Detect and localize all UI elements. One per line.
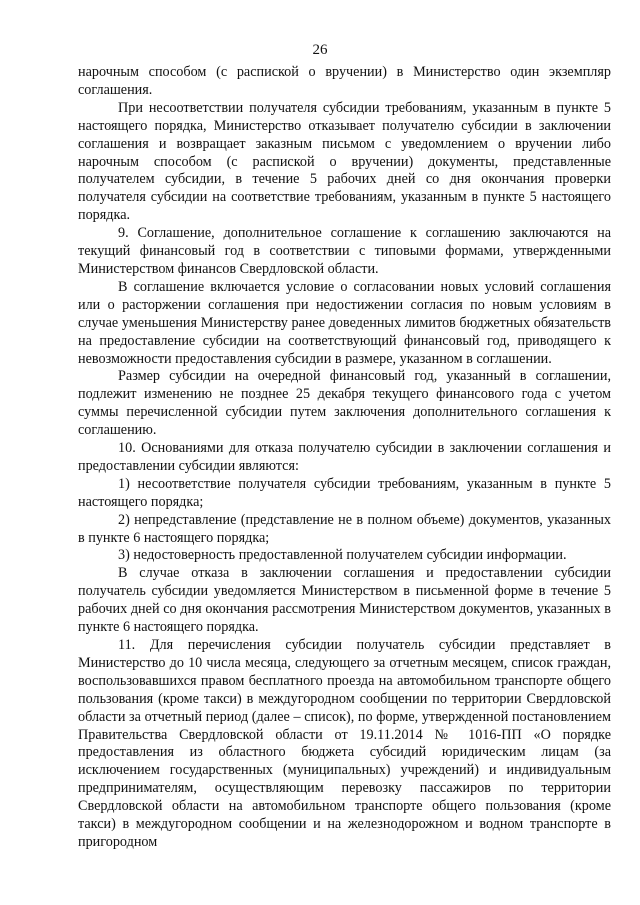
paragraph: нарочным способом (с распиской о вручении) в Министерство один экземпляр соглашения. [78,64,611,98]
paragraph: 2) непредставление (представление не в полном объеме) документов, указанных в пункте 6 настоящего порядка; [78,511,611,546]
document-body [78,64,611,852]
page-number: 26 [312,42,328,58]
paragraph: При несоответствии получателя субсидии требованиям, указанным в пункте 5 настоящего порядка, Министерство отказывает получателю субсидии в заключении соглашения и возвращает заказным письмом с уведомлением о вручении либо нарочным способом (с распиской о вручении) документы, представленные получателем субсидии, в течение 5 рабочих дней со дня окончания проверки получателя субсидии на соответствие требованиям, указанным в пункте 5 настоящего порядка. [78,99,611,224]
paragraph: 9. Соглашение, дополнительное соглашение к соглашению заключаются на текущий финансовый год в соответствии с типовыми формами, утвержденными Министерством финансов Свердловской области. [78,225,611,277]
paragraph: Размер субсидии на очередной финансовый год, указанный в соглашении, подлежит изменению не позднее 25 декабря текущего финансового года с учетом суммы перечисленной субсидии путем заключения дополнительного соглашения к соглашению. [78,368,611,439]
paragraph: 10. Основаниями для отказа получателю субсидии в заключении соглашения и предоставлении субсидии являются: [78,440,611,474]
paragraph: В случае отказа в заключении соглашения и предоставлении субсидии получатель субсидии уведомляется Министерством в письменной форме в течение 5 рабочих дней со дня окончания рассмотрения Министерством документов, указанных в пункте 6 настоящего порядка. [78,565,611,636]
paragraph: 1) несоответствие получателя субсидии требованиям, указанным в пункте 5 настоящего порядка; [78,475,611,510]
paragraph: 11. Для перечисления субсидии получатель субсидии представляет в Министерство до 10 числа месяца, следующего за отчетным месяцем, список граждан, воспользовавшихся правом бесплатного проезда на автомобильном транспорте общего пользования (кроме такси) в междугородном сообщении по территории Свердловской области за отчетный период (далее – список), по форме, утвержденной постановлением Правительства Свердловской области от 19.11.2014 № 1016-ПП «О порядке предоставления из областного бюджета субсидий юридическим лицам (за исключением государственных (муниципальных) учреждений) и индивидуальным предпринимателям, осуществляющим перевозку пассажиров по территории Свердловской области на автомобильном транспорте общего пользования (кроме такси) в междугородном сообщении и на железнодорожном и водном транспорте в пригородном [78,637,611,850]
paragraph: В соглашение включается условие о согласовании новых условий соглашения или о расторжении соглашения при недостижении согласия по новым условиям в случае уменьшения Министерству ранее доведенных лимитов бюджетных обязательств на предоставление субсидии на соответствующий финансовый год, приводящего к невозможности предоставления субсидии в размере, указанном в соглашении. [78,278,611,367]
paragraph: 3) недостоверность предоставленной получателем субсидии информации. [118,547,567,564]
